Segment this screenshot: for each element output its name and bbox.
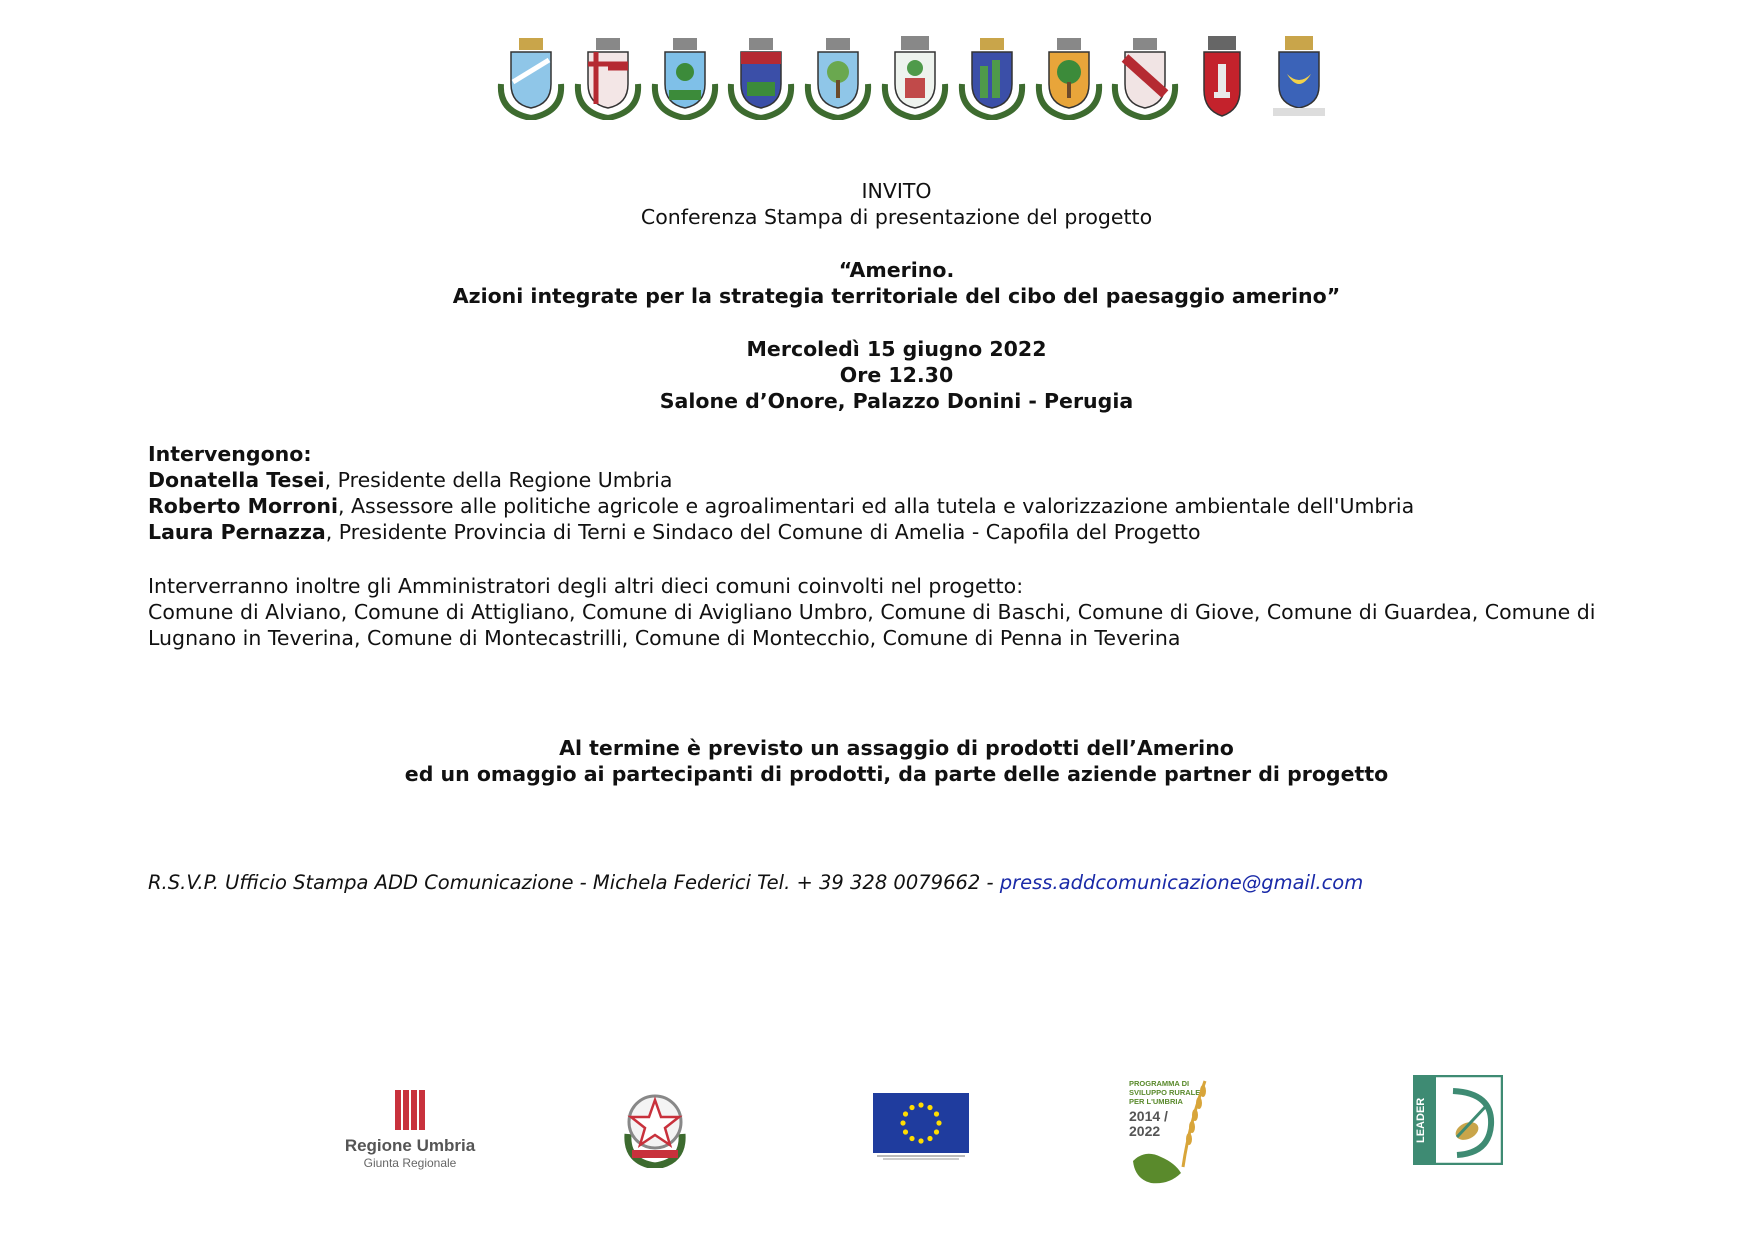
repubblica-italiana-emblem (618, 1084, 692, 1168)
rsvp-text: R.S.V.P. Ufficio Stampa ADD Comunicazione - Michela Federici Tel. + 39 328 0079662 - (148, 871, 1000, 894)
psr-text-line-1: PROGRAMMA DI (1129, 1079, 1190, 1088)
italian-republic-star-icon (618, 1084, 692, 1168)
speaker-name: Roberto Morroni (148, 494, 338, 518)
closing-line-1: Al termine è previsto un assaggio di prodotti dell’Amerino (559, 736, 1234, 760)
coat-of-arms-icon (649, 34, 721, 120)
regione-umbria-emblem-icon (393, 1088, 427, 1132)
regione-umbria-sub: Giunta Regionale (363, 1156, 457, 1170)
invitation-heading (0, 178, 1753, 230)
coat-of-arms-icon (1033, 34, 1105, 120)
event-date: Mercoledì 15 giugno 2022 (746, 337, 1047, 361)
speaker-name: Donatella Tesei (148, 468, 325, 492)
psr-text-line-3: PER L'UMBRIA (1129, 1097, 1183, 1106)
rsvp-line (148, 871, 1363, 894)
wheat-ear-icon (1125, 1075, 1215, 1187)
municipalities-list-line-1: Comune di Alviano, Comune di Attigliano, Comune di Avigliano Umbro, Comune di Baschi, Comune di Giove, Comune di Guardea, Comune di (148, 600, 1596, 624)
leader-logo (1413, 1075, 1503, 1165)
coat-of-arms-icon (495, 34, 567, 120)
speaker-row (148, 467, 1648, 493)
coat-of-arms-icon (1109, 34, 1181, 120)
project-title-line-1: “Amerino. (838, 258, 955, 282)
speaker-role: , Assessore alle politiche agricole e agroalimentari ed alla tutela e valorizzazione ambientale dell'Umbria (338, 494, 1415, 518)
closing-line-2: ed un omaggio ai partecipanti di prodotti, da parte delle aziende partner di progetto (404, 762, 1389, 786)
invito-label: INVITO (861, 179, 932, 203)
coat-of-arms-icon (1186, 34, 1258, 120)
psr-year-line-1: 2014 / (1129, 1108, 1168, 1124)
coat-of-arms-icon (879, 34, 951, 120)
psr-umbria-logo (1125, 1075, 1215, 1187)
speaker-role: , Presidente della Regione Umbria (324, 468, 673, 492)
psr-year-line-2: 2022 (1129, 1123, 1161, 1139)
speakers-heading: Intervengono: (148, 442, 312, 466)
leader-text: LEADER (1415, 1097, 1427, 1143)
regione-umbria-name: Regione Umbria (344, 1136, 476, 1155)
speaker-name: Laura Pernazza (148, 520, 326, 544)
event-details (0, 336, 1753, 414)
municipalities-intro: Interverranno inoltre gli Amministratori degli altri dieci comuni coinvolti nel progetto: (148, 574, 1024, 598)
coat-of-arms-icon (956, 34, 1028, 120)
municipalities-list-line-2: Lugnano in Teverina, Comune di Montecastrilli, Comune di Montecchio, Comune di Penna in Teverina (148, 626, 1181, 650)
eu-flag-icon (873, 1093, 969, 1161)
coat-of-arms-icon (725, 34, 797, 120)
coat-of-arms-icon (802, 34, 874, 120)
coat-of-arms-icon (1263, 34, 1335, 120)
coat-of-arms-icon (572, 34, 644, 120)
regione-umbria-logo (335, 1088, 485, 1168)
speaker-row (148, 493, 1648, 519)
project-title-line-2: Azioni integrate per la strategia territoriale del cibo del paesaggio amerino” (452, 284, 1341, 308)
event-time: Ore 12.30 (839, 363, 954, 387)
speakers-section (148, 441, 1648, 545)
project-title (0, 257, 1753, 309)
other-municipalities (148, 573, 1648, 651)
event-venue: Salone d’Onore, Palazzo Donini - Perugia (659, 389, 1134, 413)
rsvp-email-link[interactable]: press.addcomunicazione@gmail.com (999, 871, 1364, 894)
speaker-row (148, 519, 1648, 545)
closing-note (0, 735, 1753, 787)
speaker-role: , Presidente Provincia di Terni e Sindaco del Comune di Amelia - Capofila del Progetto (325, 520, 1201, 544)
invito-subtitle: Conferenza Stampa di presentazione del progetto (640, 205, 1153, 229)
municipal-crests-row (495, 30, 1335, 120)
psr-text-line-2: SVILUPPO RURALE (1129, 1088, 1201, 1097)
eu-flag-logo (873, 1093, 969, 1161)
